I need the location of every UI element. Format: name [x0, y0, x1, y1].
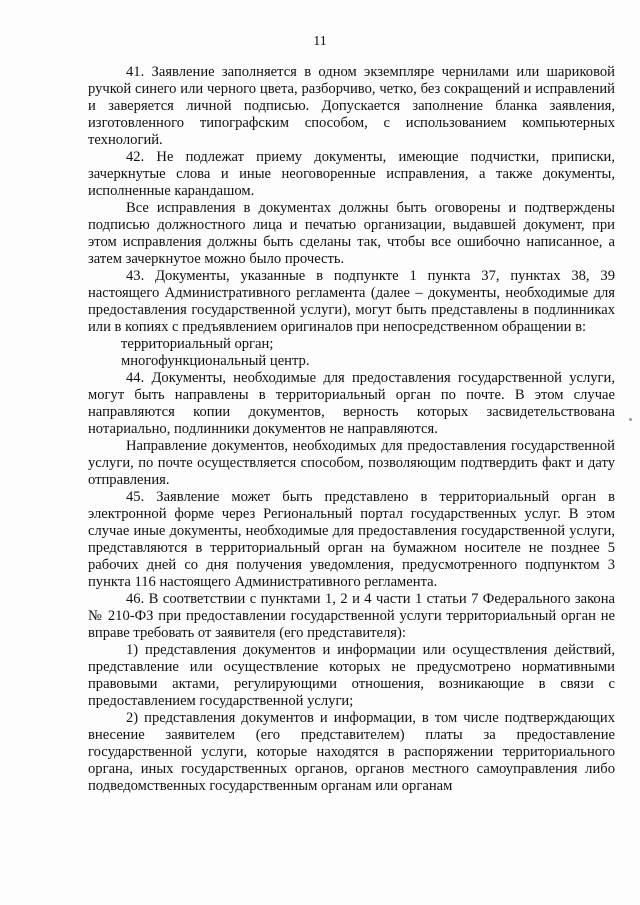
paragraph-42: 42. Не подлежат приему документы, имеющие подчистки, приписки, зачеркнутые слова и иные неоговоренные исправления, а также документы, исполненные карандашом. — [88, 149, 615, 199]
paragraph-45: 45. Заявление может быть представлено в территориальный орган в электронной форме через Региональный портал государственных услуг. В этом случае иные документы, необходимые для предоставления государственной услуги, представляются в территориальный орган на бумажном носителе не позднее 5 рабочих дней со дня получения уведомления, предусмотренного подпунктом 3 пункта 116 настоящего Административного регламента. — [88, 489, 615, 590]
paragraph-44: 44. Документы, необходимые для предоставления государственной услуги, могут быть направлены в территориальный орган по почте. В этом случае направляются копии документов, верность которых засвидетельствована нотариально, подлинники документов не направляются. — [88, 370, 615, 437]
paragraph-46: 46. В соответствии с пунктами 1, 2 и 4 части 1 статьи 7 Федерального закона № 210-ФЗ при предоставлении государственной услуги территориальный орган не вправе требовать от заявителя (его представителя): — [88, 591, 615, 641]
list-item-mfc: многофункциональный центр. — [121, 353, 310, 369]
paragraph-43: 43. Документы, указанные в подпункте 1 пункта 37, пунктах 38, 39 настоящего Административного регламента (далее – документы, необходимые для предоставления государственной услуги), могут быть представлены в подлинниках или в копиях с предъявлением оригиналов при непосредственном обращении в: — [88, 268, 615, 335]
paragraph-corrections: Все исправления в документах должны быть оговорены и подтверждены подписью должностного лица и печатью организации, выдавшей документ, при этом исправления должны быть сделаны так, чтобы все ошибочно написанное, а затем зачеркнутое можно было прочесть. — [88, 200, 615, 267]
paragraph-41: 41. Заявление заполняется в одном экземпляре чернилами или шариковой ручкой синего или черного цвета, разборчиво, четко, без сокращений и исправлений и заверяется личной подписью. Допускается заполнение бланка заявления, изготовленного типографским способом, с использованием компьютерных технологий. — [88, 64, 615, 148]
list-item-territorial-body: территориальный орган; — [121, 336, 274, 352]
paragraph-mail: Направление документов, необходимых для предоставления государственной услуги, по почте осуществляется способом, позволяющим подтвердить факт и дату отправления. — [88, 438, 615, 488]
page-number: 11 — [313, 34, 327, 49]
paragraph-46-item-2: 2) представления документов и информации, в том числе подтверждающих внесение заявителем (его представителем) платы за предоставление государственной услуги, которые находятся в распоряжении территориального органа, иных государственных органов, органов местного самоуправления либо подведомственных государственным органам или органам — [88, 710, 615, 794]
document-body — [88, 64, 615, 795]
scan-speck — [629, 418, 632, 421]
paragraph-46-item-1: 1) представления документов и информации или осуществления действий, представление или осуществление которых не предусмотрено нормативными правовыми актами, регулирующими отношения, возникающие в связи с предоставлением государственной услуги; — [88, 642, 615, 709]
